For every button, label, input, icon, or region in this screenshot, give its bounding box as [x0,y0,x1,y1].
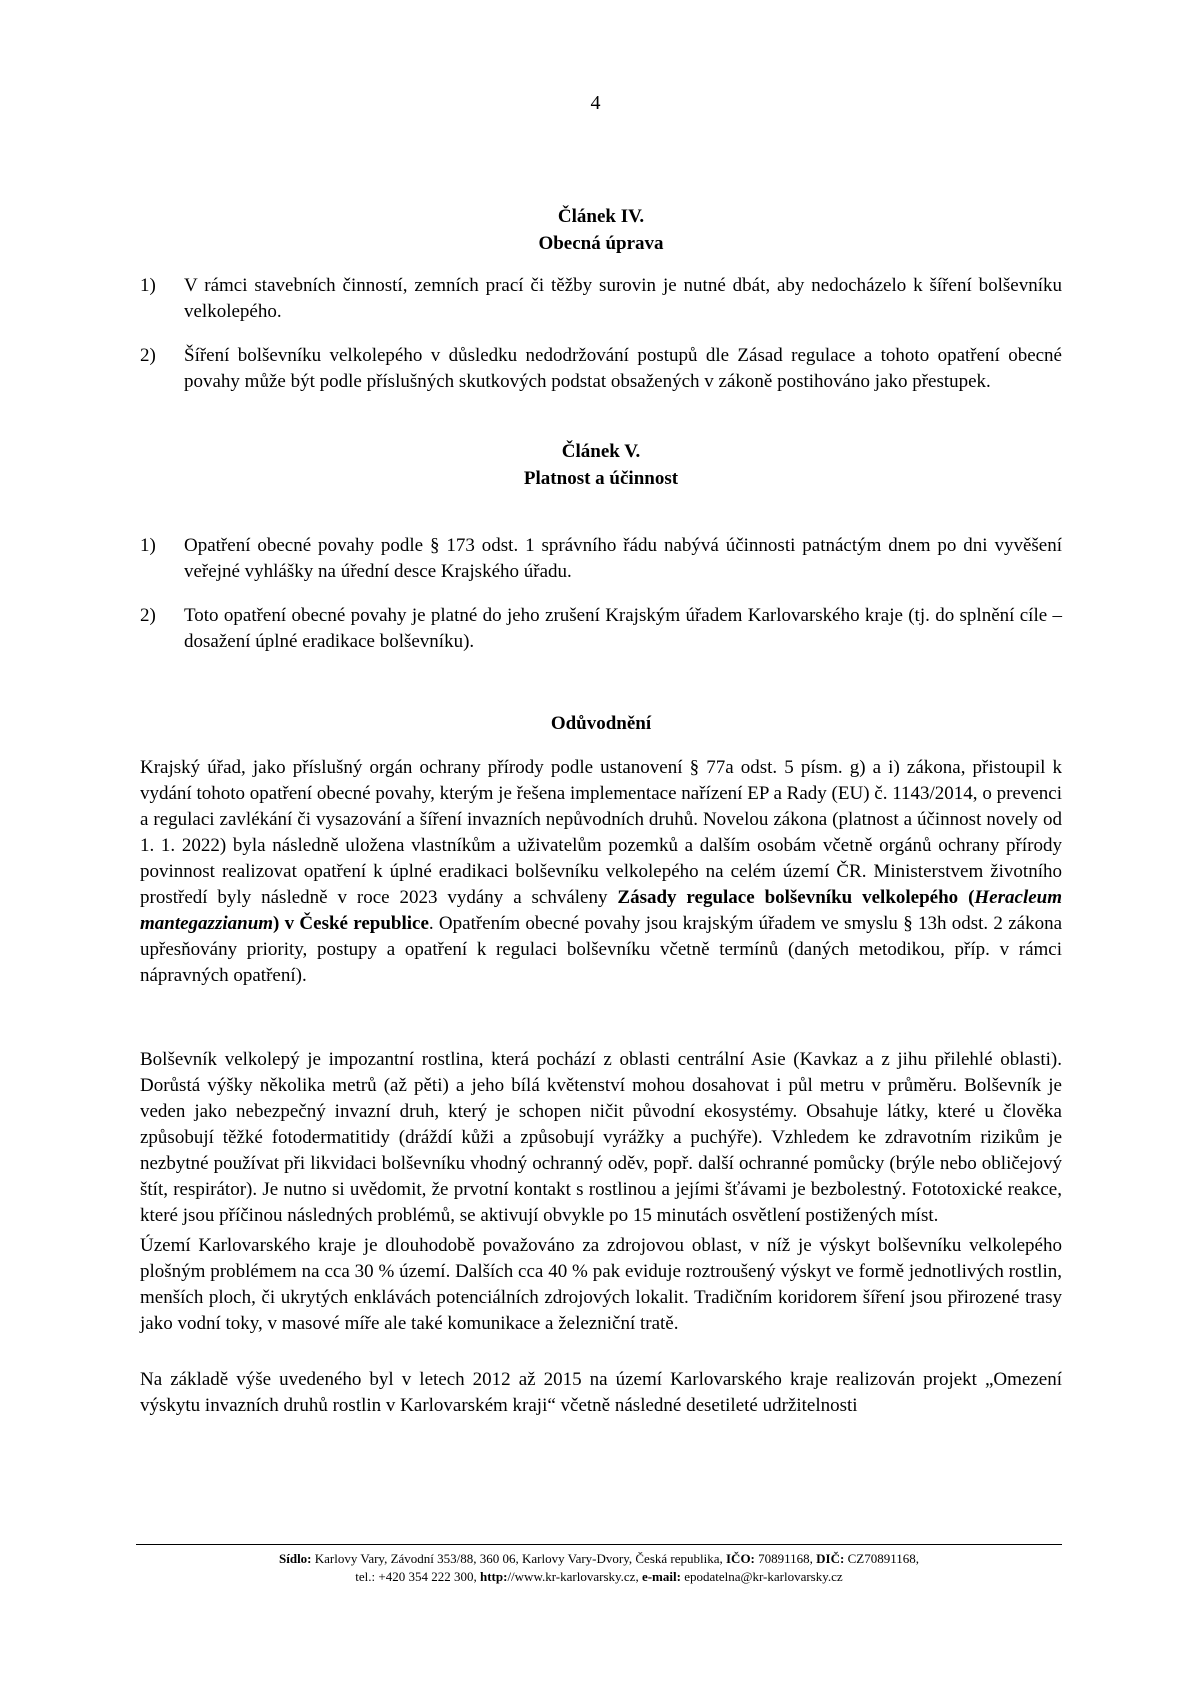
dic-value: CZ70891168, [844,1551,919,1566]
p1-part-a: Krajský úřad, jako příslušný orgán ochrany přírody podle ustanovení § 77a odst. 5 písm. g) a i) zákona, přistoupil k vydání tohoto opatření obecné povahy, kterým je řešena implementace nařízení EP a Rady (EU) č. 1143/2014, o prevenci a regulaci zavlékání či vysazování a šíření invazních nepůvodních druhů. Novelou zákona (platnost a účinnost novely od 1. 1. 2022) byla následně uložena vlastníkům a uživatelům pozemků a dalším osobám včetně orgánů ochrany přírody povinnost realizovat opatření k úplné eradikaci bolševníku velkolepého na celém území ČR. Ministerstvem životního prostředí byly následně v roce 2023 vydány a schváleny [140,757,1062,908]
page-number: 4 [590,92,601,114]
item-number: 1) [140,275,156,296]
justification-paragraph-2: Bolševník velkolepý je impozantní rostlina, která pochází z oblasti centrální Asie (Kavkaz a z jihu přilehlé oblasti). Dorůstá výšky několika metrů (až pěti) a jeho bílá květenství mohou dosahovat i půl metru v průměru. Bolševník je veden jako nebezpečný invazní druh, který je schopen ničit původní ekosystémy. Obsahuje látky, které u člověka způsobují těžké fotodermatitidy (dráždí kůži a způsobují vyrážky a puchýře). Vzhledem ke zdravotním rizikům je nezbytné používat při likvidaci bolševníku vhodný ochranný oděv, popř. další ochranné pomůcky (brýle nebo obličejový štít, respirátor). Je nutno si uvědomit, že prvotní kontakt s rostlinou a jejími šťávami je bezbolestný. Fototoxické reakce, které jsou příčinou následných problémů, se aktivují obvykle po 15 minutách osvětlení postižených míst. [140,1049,1062,1226]
item-text: Opatření obecné povahy podle § 173 odst. 1 správního řádu nabývá účinnosti patnáctým dnem po dni vyvěšení veřejné vyhlášky na úřední desce Krajského úřadu. [184,535,1062,582]
item-number: 2) [140,345,156,366]
seat-label: Sídlo: [279,1551,312,1566]
item-text: Šíření bolševníku velkolepého v důsledku nedodržování postupů dle Zásad regulace a tohoto opatření obecné povahy může být podle příslušných skutkových podstat obsažených v zákoně postihováno jako přestupek. [184,345,1062,392]
dic-label: DIČ: [816,1551,845,1566]
article-4-subtitle: Obecná úprava [538,233,664,254]
article-5-title: Článek V. [561,441,641,462]
ico-label: IČO: [726,1551,755,1566]
article-5-item-1 [140,533,1062,585]
p1-bold-1: Zásady regulace bolševníku velkolepého ( [617,887,975,908]
footer-divider [136,1544,1062,1545]
seat-text: Karlovy Vary, Závodní 353/88, 360 06, Karlovy Vary-Dvory, Česká republika, [311,1551,726,1566]
p1-bold-2: ) v České republice [273,913,429,934]
article-5-item-2 [140,603,1062,655]
item-text: V rámci stavebních činností, zemních prací či těžby surovin je nutné dbát, aby nedocházelo k šíření bolševníku velkolepého. [184,275,1062,322]
email-link[interactable]: epodatelna@kr-karlovarsky.cz [680,1569,843,1584]
ico-value: 70891168, [754,1551,817,1566]
web-link[interactable]: //www.kr-karlovarsky.cz, [507,1569,642,1584]
justification-paragraph-3: Území Karlovarského kraje je dlouhodobě považováno za zdrojovou oblast, v níž je výskyt bolševníku velkolepého plošným problémem na cca 30 % území. Dalších cca 40 % pak eviduje roztroušený výskyt ve formě jednotlivých rostlin, menších ploch, či ukrytých enklávách potenciálních zdrojových lokalit. Tradičním koridorem šíření jsou přirozené trasy jako vodní toky, v masové míře ale také komunikace a železniční tratě. [140,1235,1062,1334]
article-4-title: Článek IV. [557,206,645,227]
p1-part-c: . Opatřením obecné povahy jsou krajským úřadem ve smyslu § 13h odst. 2 zákona upřesňovány priority, postupy a opatření k regulaci bolševníku včetně termínů (daných metodikou, příp. v rámci nápravných opatření). [140,913,1062,986]
justification-paragraph-4: Na základě výše uvedeného byl v letech 2012 až 2015 na území Karlovarského kraje realizován projekt „Omezení výskytu invazních druhů rostlin v Karlovarském kraji“ včetně následné desetileté udržitelnosti [140,1369,1062,1416]
justification-paragraph-1 [140,755,1062,989]
item-number: 2) [140,605,156,626]
article-5-heading [140,438,1062,492]
footer [136,1550,1062,1586]
tel-text: tel.: +420 354 222 300, [355,1569,480,1584]
footer-line-1 [136,1550,1062,1568]
item-number: 1) [140,535,156,556]
justification-heading: Odůvodnění [550,713,652,734]
article-4-heading [140,203,1062,257]
footer-line-2 [136,1568,1062,1586]
article-5-subtitle: Platnost a účinnost [523,468,679,489]
http-label: http: [479,1569,508,1584]
item-text: Toto opatření obecné povahy je platné do jeho zrušení Krajským úřadem Karlovarského kraje (tj. do splnění cíle – dosažení úplné eradikace bolševníku). [184,605,1062,652]
email-label: e-mail: [641,1569,681,1584]
p1-bold-italic: Heracleum mantegazzianum [140,887,1063,934]
article-4-item-1 [140,273,1062,325]
article-4-item-2 [140,343,1062,395]
